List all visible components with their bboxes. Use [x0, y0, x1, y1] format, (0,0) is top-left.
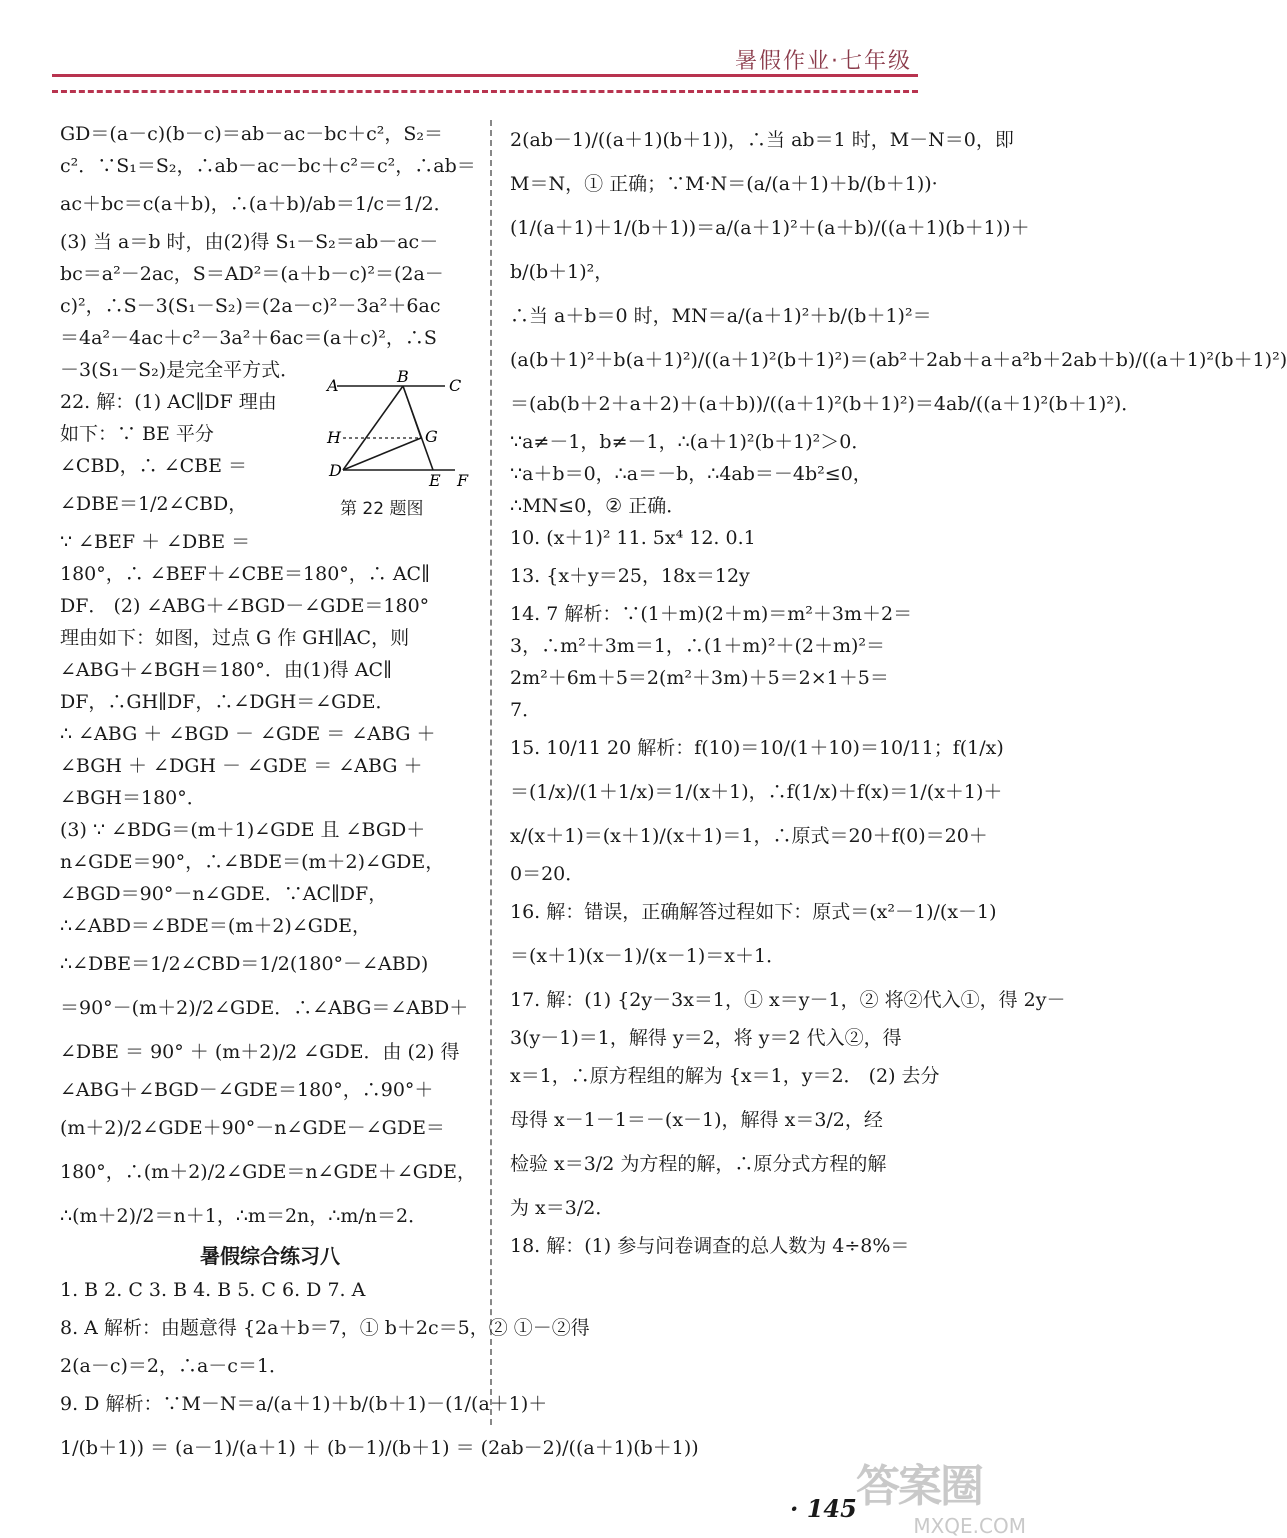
text-line: ∠ABG＋∠BGD－∠GDE＝180°，∴90°＋: [60, 1079, 434, 1101]
text-line: 母得 x－1－1＝－(x－1)，解得 x＝3/2，经: [510, 1109, 883, 1131]
label-f: F: [457, 471, 469, 490]
text-line: ＝4a²－4ac＋c²－3a²＋6ac＝(a＋c)²，∴S: [60, 327, 437, 349]
text-line: DF． (2) ∠ABG＋∠BGD－∠GDE＝180°: [60, 595, 430, 617]
text-line: －3(S₁－S₂)是完全平方式．: [60, 359, 300, 381]
label-a: A: [327, 376, 339, 395]
text-line: ∠ABG＋∠BGH＝180°．由(1)得 AC∥: [60, 659, 392, 681]
watermark-sub: MXQE.COM: [913, 1514, 1026, 1538]
text-line: x/(x＋1)＝(x＋1)/(x＋1)＝1，∴原式＝20＋f(0)＝20＋: [510, 825, 988, 847]
text-line: 15. 10/11 20 解析：f(10)＝10/(1＋10)＝10/11；f(1/x): [510, 737, 1004, 759]
text-line: (1/(a＋1)＋1/(b＋1))＝a/(a＋1)²＋(a＋b)/((a＋1)(b＋1))＋: [510, 217, 1030, 239]
text-line: 14. 7 解析：∵(1＋m)(2＋m)＝m²＋3m＋2＝: [510, 603, 913, 625]
text-line: 2(a－c)＝2，∴a－c＝1．: [60, 1355, 289, 1377]
text-line: ∠BGH＝180°．: [60, 787, 206, 809]
text-line: 0＝20．: [510, 863, 585, 885]
text-line: GD＝(a－c)(b－c)＝ab－ac－bc＋c²，S₂＝: [60, 123, 443, 145]
text-line: (m＋2)/2∠GDE＋90°－n∠GDE－∠GDE＝: [60, 1117, 445, 1139]
page-number: · 145: [790, 1494, 857, 1523]
text-line: ∠DBE＝1/2∠CBD，: [60, 493, 248, 515]
text-line: ∴(m＋2)/2＝n＋1，∴m＝2n，∴m/n＝2．: [60, 1205, 428, 1227]
line-bg: [403, 386, 421, 438]
text-line: ac＋bc＝c(a＋b)，∴(a＋b)/ab＝1/c＝1/2．: [60, 193, 453, 215]
label-h: H: [327, 428, 341, 447]
watermark-main: 答案圈: [856, 1461, 982, 1512]
header-title: 暑假作业·七年级: [735, 49, 912, 74]
text-line: ∴当 a＋b＝0 时，MN＝a/(a＋1)²＋b/(b＋1)²＝: [510, 305, 932, 327]
label-e: E: [429, 471, 441, 490]
text-line: 180°，∴ ∠BEF＋∠CBE＝180°，∴ AC∥: [60, 563, 430, 585]
text-line: 2m²＋6m＋5＝2(m²＋3m)＋5＝2×1＋5＝: [510, 667, 889, 689]
text-line: 16. 解：错误，正确解答过程如下：原式＝(x²－1)/(x－1): [510, 901, 997, 923]
text-line: ∵ ∠BEF ＋ ∠DBE ＝: [60, 531, 251, 553]
watermark-logo: [856, 1450, 1026, 1538]
text-line: 检验 x＝3/2 为方程的解，∴原分式方程的解: [510, 1153, 887, 1175]
text-line: 13. {x＋y＝25，18x＝12y: [510, 565, 750, 587]
text-line: 7．: [510, 699, 542, 721]
text-line: 17. 解：(1) {2y－3x＝1，① x＝y－1，② 将②代入①，得 2y－: [510, 989, 1066, 1011]
label-g: G: [425, 427, 438, 446]
text-line: (3) ∵ ∠BDG＝(m＋1)∠GDE 且 ∠BGD＋: [60, 819, 426, 841]
text-line: x＝1，∴原方程组的解为 {x＝1，y＝2． (2) 去分: [510, 1065, 940, 1087]
text-line: ∴MN≤0，② 正确．: [510, 495, 686, 517]
text-line: ∠CBD，∴ ∠CBE ＝: [60, 455, 248, 477]
text-line: 22. 解：(1) AC∥DF 理由: [60, 391, 277, 413]
header-rule-dashed: [52, 90, 918, 93]
text-line: ＝90°－(m＋2)/2∠GDE．∴∠ABG＝∠ABD＋: [60, 997, 469, 1019]
text-line: (a(b＋1)²＋b(a＋1)²)/((a＋1)²(b＋1)²)＝(ab²＋2ab＋a＋a²b＋2ab＋b)/((a＋1)²(b＋1)²): [510, 349, 1287, 371]
text-line: 1/(b＋1)) ＝ (a－1)/(a＋1) ＋ (b－1)/(b＋1) ＝ (2ab－2)/((a＋1)(b＋1)): [60, 1437, 699, 1459]
geometry-diagram: [325, 367, 475, 492]
text-line: bc＝a²－2ac，S＝AD²＝(a＋b－c)²＝(2a－: [60, 263, 444, 285]
figure-caption: 第 22 题图: [340, 499, 424, 519]
text-line: 如下：∵ BE 平分: [60, 423, 214, 445]
text-line: ∴∠ABD＝∠BDE＝(m＋2)∠GDE，: [60, 915, 372, 937]
text-line: DF，∴GH∥DF，∴∠DGH＝∠GDE．: [60, 691, 395, 713]
text-line: ＝(x＋1)(x－1)/(x－1)＝x＋1．: [510, 945, 786, 967]
label-c: C: [449, 376, 462, 395]
text-line: 18. 解：(1) 参与问卷调查的总人数为 4÷8%＝: [510, 1235, 910, 1257]
text-line: n∠GDE＝90°，∴∠BDE＝(m＋2)∠GDE，: [60, 851, 445, 873]
text-line: ＝(1/x)/(1＋1/x)＝1/(x＋1)，∴f(1/x)＋f(x)＝1/(x＋1)＋: [510, 781, 1003, 803]
text-line: 8. A 解析：由题意得 {2a＋b＝7，① b＋2c＝5，② ①－②得: [60, 1317, 590, 1339]
text-line: ∠DBE ＝ 90° ＋ (m＋2)/2 ∠GDE．由 (2) 得: [60, 1041, 460, 1063]
text-line: 2(ab－1)/((a＋1)(b＋1))，∴当 ab＝1 时，M－N＝0，即: [510, 129, 1014, 151]
text-line: 3，∴m²＋3m＝1，∴(1＋m)²＋(2＋m)²＝: [510, 635, 886, 657]
text-line: ∠BGH ＋ ∠DGH － ∠GDE ＝ ∠ABG ＋: [60, 755, 423, 777]
text-line: ＝(ab(b＋2＋a＋2)＋(a＋b))/((a＋1)²(b＋1)²)＝4ab/((a＋1)²(b＋1)²)．: [510, 393, 1141, 415]
label-b: B: [397, 367, 409, 386]
text-line: ∵a≠－1，b≠－1，∴(a＋1)²(b＋1)²＞0．: [510, 431, 871, 453]
text-line: (3) 当 a＝b 时，由(2)得 S₁－S₂＝ab－ac－: [60, 231, 439, 253]
label-d: D: [329, 461, 342, 480]
text-line: 3(y－1)＝1，解得 y＝2，将 y＝2 代入②，得: [510, 1027, 902, 1049]
text-line: 10. (x＋1)² 11. 5x⁴ 12. 0.1: [510, 527, 756, 549]
text-line: c)²，∴S－3(S₁－S₂)＝(2a－c)²－3a²＋6ac: [60, 295, 441, 317]
text-line: 180°，∴(m＋2)/2∠GDE＝n∠GDE＋∠GDE，: [60, 1161, 477, 1183]
text-line: c²．∵S₁＝S₂，∴ab－ac－bc＋c²＝c²，∴ab＝: [60, 155, 476, 177]
text-line: 理由如下：如图，过点 G 作 GH∥AC，则: [60, 627, 410, 649]
text-line: ∵a＋b＝0，∴a＝－b，∴4ab＝－4b²≤0，: [510, 463, 872, 485]
text-line: M＝N，① 正确；∵M·N＝(a/(a＋1)＋b/(b＋1))·: [510, 173, 938, 195]
text-line: 1. B 2. C 3. B 4. B 5. C 6. D 7. A: [60, 1279, 366, 1301]
header-rule-solid: [52, 74, 918, 77]
text-line: 9. D 解析：∵M－N＝a/(a＋1)＋b/(b＋1)－(1/(a＋1)＋: [60, 1393, 548, 1415]
text-line: ∠BGD＝90°－n∠GDE．∵AC∥DF，: [60, 883, 388, 905]
section-title: 暑假综合练习八: [200, 1244, 340, 1268]
text-line: 为 x＝3/2．: [510, 1197, 615, 1219]
right-column: [510, 118, 1287, 1262]
text-line: ∴ ∠ABG ＋ ∠BGD － ∠GDE ＝ ∠ABG ＋: [60, 723, 436, 745]
column-divider: [490, 120, 492, 1425]
text-line: ∴∠DBE＝1/2∠CBD＝1/2(180°－∠ABD): [60, 953, 429, 975]
text-line: b/(b＋1)²，: [510, 261, 614, 283]
